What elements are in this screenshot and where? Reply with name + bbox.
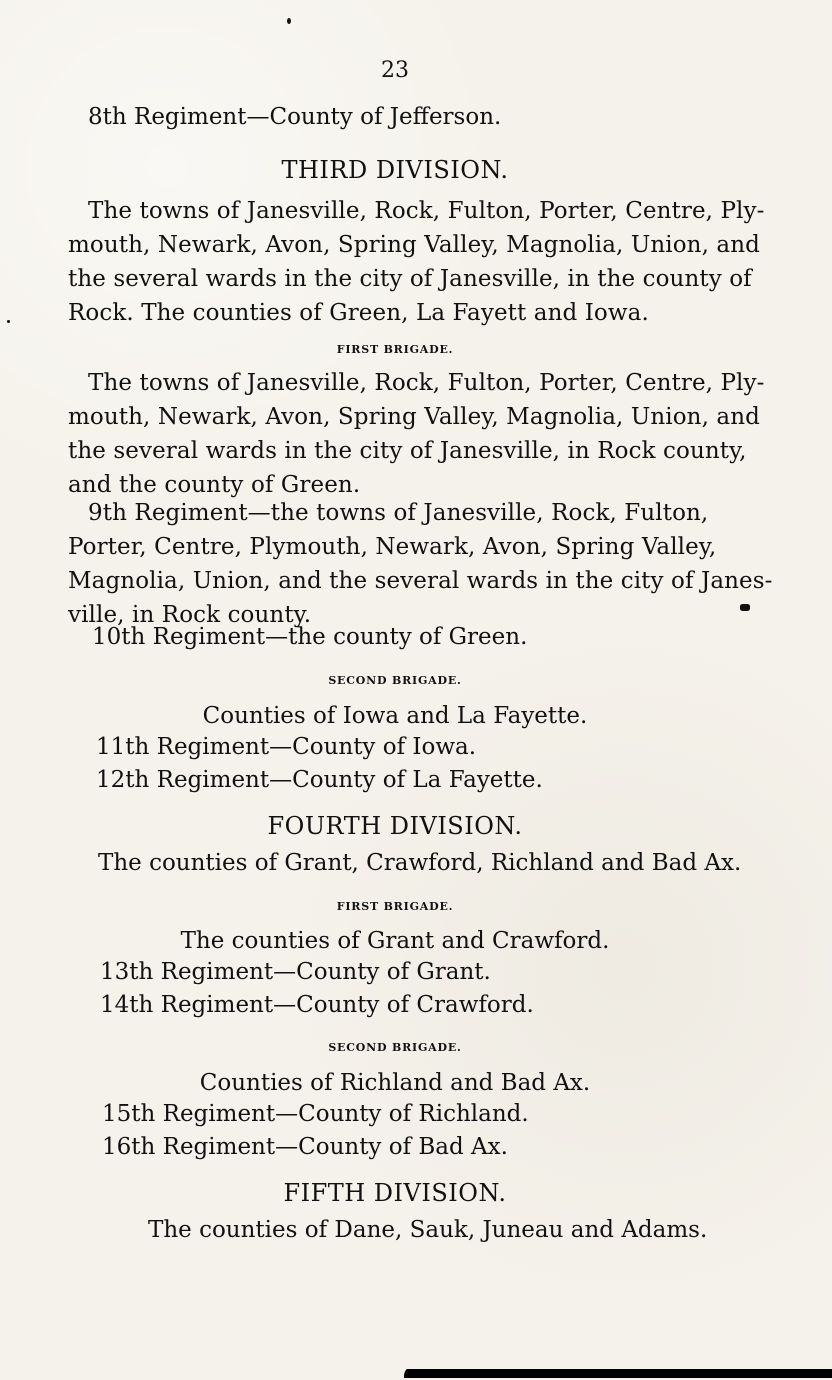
third-division-paragraph	[68, 194, 765, 330]
first-brigade-heading-1: FIRST BRIGADE.	[336, 343, 454, 356]
fourth-division-heading: FOURTH DIVISION.	[267, 812, 523, 840]
regiment-13-line: 13th Regiment—County of Grant.	[100, 959, 491, 985]
regiment-9-line-2: Porter, Centre, Plymouth, Newark, Avon, Spring Valley,	[68, 534, 717, 560]
page-speck	[7, 320, 10, 323]
fifth-division-heading: FIFTH DIVISION.	[283, 1179, 507, 1207]
regiment-12-line: 12th Regiment—County of La Fayette.	[96, 767, 543, 793]
first-brigade-paragraph-1	[68, 366, 765, 502]
regiment-9-line-3: Magnolia, Union, and the several wards in the city of Janes-	[68, 568, 773, 594]
second-brigade-text-2: Counties of Richland and Bad Ax.	[199, 1070, 591, 1096]
second-brigade-heading-2: SECOND BRIGADE.	[328, 1041, 462, 1054]
third-division-line-3: the several wards in the city of Janesville, in the county of	[68, 266, 752, 292]
regiment-9-line-1: 9th Regiment—the towns of Janesville, Rock, Fulton,	[88, 500, 709, 526]
regiment-10-line: 10th Regiment—the county of Green.	[92, 624, 528, 650]
third-division-line-1: The towns of Janesville, Rock, Fulton, Porter, Centre, Ply-	[88, 198, 765, 224]
first-brigade-line-3: the several wards in the city of Janesville, in Rock county,	[68, 438, 747, 464]
third-division-line-2: mouth, Newark, Avon, Spring Valley, Magnolia, Union, and	[68, 232, 760, 258]
first-brigade-line-1: The towns of Janesville, Rock, Fulton, Porter, Centre, Ply-	[88, 370, 765, 396]
fourth-division-text: The counties of Grant, Crawford, Richland and Bad Ax.	[98, 850, 742, 876]
regiment-8-line: 8th Regiment—County of Jefferson.	[88, 104, 502, 130]
regiment-15-line: 15th Regiment—County of Richland.	[102, 1101, 529, 1127]
first-brigade-line-4: and the county of Green.	[68, 472, 361, 498]
first-brigade-line-2: mouth, Newark, Avon, Spring Valley, Magnolia, Union, and	[68, 404, 760, 430]
page-edge-shadow	[404, 1366, 832, 1378]
fifth-division-text: The counties of Dane, Sauk, Juneau and Adams.	[148, 1217, 708, 1243]
first-brigade-heading-2: FIRST BRIGADE.	[336, 900, 454, 913]
regiment-14-line: 14th Regiment—County of Crawford.	[100, 992, 534, 1018]
page-speck	[287, 18, 291, 24]
regiment-9-line-4: ville, in Rock county.	[68, 602, 312, 628]
second-brigade-text-1: Counties of Iowa and La Fayette.	[202, 703, 588, 729]
regiment-9-paragraph	[68, 496, 773, 632]
page-speck	[740, 604, 750, 611]
regiment-11-line: 11th Regiment—County of Iowa.	[96, 734, 477, 760]
second-brigade-heading-1: SECOND BRIGADE.	[328, 674, 462, 687]
page-number: 23	[381, 58, 409, 83]
third-division-heading: THIRD DIVISION.	[281, 156, 509, 184]
third-division-line-4: Rock. The counties of Green, La Fayett and Iowa.	[68, 300, 649, 326]
regiment-16-line: 16th Regiment—County of Bad Ax.	[102, 1134, 508, 1160]
first-brigade-text-2: The counties of Grant and Crawford.	[180, 928, 610, 954]
